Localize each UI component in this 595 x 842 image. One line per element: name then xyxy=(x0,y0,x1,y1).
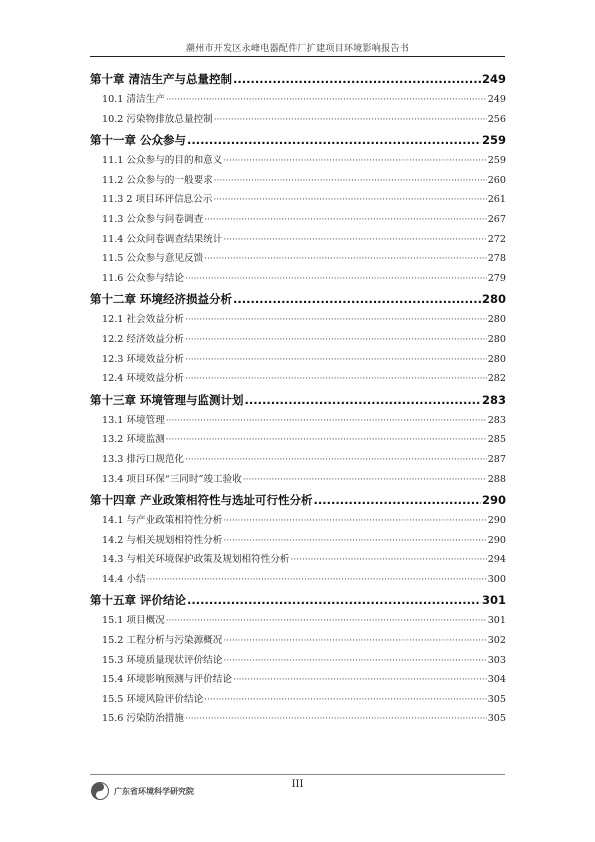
toc-entry-title: 15.4 环境影响预测与评价结论 xyxy=(102,674,232,686)
toc-dot-leader xyxy=(185,331,487,351)
toc-entry-title: 14.2 与相关规划相符性分析 xyxy=(102,534,223,546)
toc-dot-leader xyxy=(185,351,487,371)
toc-entry-page: 301 xyxy=(481,593,506,608)
toc-section-entry[interactable] xyxy=(90,450,506,470)
toc-entry-page: 259 xyxy=(487,155,506,167)
toc-section-entry[interactable] xyxy=(90,330,506,350)
toc-entry-page: 304 xyxy=(487,674,506,686)
toc-entry-page: 290 xyxy=(487,534,506,546)
toc-entry-title: 11.6 公众参与结论 xyxy=(102,272,184,284)
toc-chapter-entry[interactable] xyxy=(90,389,506,411)
toc-entry-title: 10.1 清洁生产 xyxy=(102,94,165,105)
toc-entry-title: 第十三章 环境管理与监测计划 xyxy=(90,392,244,407)
toc-section-entry[interactable] xyxy=(90,310,506,330)
toc-entry-page: 283 xyxy=(481,392,506,407)
toc-entry-title: 10.2 污染物排放总量控制 xyxy=(102,113,213,125)
toc-entry-page: 272 xyxy=(487,233,506,245)
toc-entry-page: 283 xyxy=(487,414,506,426)
toc-chapter-entry[interactable] xyxy=(90,68,506,90)
toc-dot-leader xyxy=(204,211,487,231)
toc-entry-title: 12.3 环境效益分析 xyxy=(102,353,184,365)
toc-dot-leader xyxy=(166,431,487,451)
toc-entry-page: 278 xyxy=(487,253,506,265)
toc-dot-leader xyxy=(166,412,487,432)
toc-section-entry[interactable] xyxy=(90,210,506,230)
toc-entry-page: 280 xyxy=(487,333,506,345)
toc-entry-page: 261 xyxy=(487,194,506,206)
toc-dot-leader xyxy=(223,532,486,552)
toc-dot-leader xyxy=(185,311,487,331)
toc-dot-leader xyxy=(185,451,487,471)
toc-entry-title: 14.1 与产业政策相符性分析 xyxy=(102,515,223,527)
toc-entry-title: 15.2 工程分析与污染源概况 xyxy=(102,635,223,647)
toc-entry-page: 290 xyxy=(481,493,506,508)
toc-dot-leader xyxy=(166,91,487,111)
toc-entry-title: 11.1 公众参与的目的和意义 xyxy=(102,155,223,167)
toc-dot-leader xyxy=(185,710,487,730)
toc-entry-title: 14.3 与相关环境保护政策及规划相符性分析 xyxy=(102,554,290,566)
toc-section-entry[interactable] xyxy=(90,190,506,210)
toc-entry-page: 280 xyxy=(481,292,506,307)
toc-dot-leader xyxy=(291,551,487,571)
toc-dot-leader xyxy=(147,571,487,591)
toc-entry-title: 15.3 环境质量现状评价结论 xyxy=(102,654,223,666)
toc-entry-page: 285 xyxy=(487,434,506,446)
toc-dot-leader xyxy=(187,129,481,151)
toc-entry-page: 290 xyxy=(487,515,506,527)
toc-dot-leader xyxy=(185,370,487,390)
toc-entry-page: 287 xyxy=(487,453,506,465)
toc-chapter-entry[interactable] xyxy=(90,288,506,310)
header-rule xyxy=(90,56,505,57)
toc-section-entry[interactable] xyxy=(90,411,506,431)
toc-dot-leader xyxy=(233,671,487,691)
institute-name: 广东省环境科学研究院 xyxy=(114,786,194,796)
toc-entry-page: 267 xyxy=(487,213,506,225)
toc-entry-title: 13.2 环境监测 xyxy=(102,434,165,446)
toc-entry-title: 12.2 经济效益分析 xyxy=(102,333,184,345)
toc-entry-title: 14.4 小结 xyxy=(102,573,146,585)
toc-entry-title: 11.3 公众参与问卷调查 xyxy=(102,213,204,225)
toc-entry-page: 282 xyxy=(487,373,506,385)
toc-entry-title: 15.5 环境风险评价结论 xyxy=(102,693,204,705)
toc-dot-leader xyxy=(214,111,487,131)
toc-dot-leader xyxy=(223,231,486,251)
running-header: 潮州市开发区永峰电器配件厂扩建项目环境影响报告书 xyxy=(185,44,410,54)
toc-section-entry[interactable] xyxy=(90,651,506,671)
toc-dot-leader xyxy=(223,152,486,172)
toc-dot-leader xyxy=(223,632,486,652)
toc-entry-title: 第十四章 产业政策相符性与选址可行性分析 xyxy=(90,493,313,508)
toc-entry-page: 305 xyxy=(487,693,506,705)
toc-entry-title: 13.3 排污口规范化 xyxy=(102,453,184,465)
toc-section-entry[interactable] xyxy=(90,171,506,191)
page-number: III xyxy=(291,779,304,790)
toc-section-entry[interactable] xyxy=(90,430,506,450)
toc-entry-title: 13.1 环境管理 xyxy=(102,414,165,426)
toc-entry-page: 303 xyxy=(487,654,506,666)
toc-chapter-entry[interactable] xyxy=(90,129,506,151)
toc-section-entry[interactable] xyxy=(90,369,506,389)
toc-section-entry[interactable] xyxy=(90,570,506,590)
toc-entry-title: 第十一章 公众参与 xyxy=(90,133,187,148)
toc-section-entry[interactable] xyxy=(90,470,506,490)
toc-section-entry[interactable] xyxy=(90,631,506,651)
toc-dot-leader xyxy=(233,288,481,310)
toc-section-entry[interactable] xyxy=(90,550,506,570)
toc-dot-leader xyxy=(185,270,487,290)
toc-entry-title: 11.5 公众参与意见反馈 xyxy=(102,253,204,265)
toc-section-entry[interactable] xyxy=(90,269,506,289)
footer-rule xyxy=(90,774,505,775)
toc-entry-title: 15.6 污染防治措施 xyxy=(102,713,184,725)
toc-chapter-entry[interactable] xyxy=(90,489,506,511)
toc-entry-title: 12.4 环境效益分析 xyxy=(102,373,184,385)
toc-entry-page: 288 xyxy=(487,473,506,485)
toc-entry-title: 13.4 项目环保“三同时”竣工验收 xyxy=(102,473,242,485)
toc-section-entry[interactable] xyxy=(90,90,506,110)
toc-section-entry[interactable] xyxy=(90,350,506,370)
toc-entry-title: 第十二章 环境经济损益分析 xyxy=(90,292,233,307)
toc-entry-page: 259 xyxy=(481,133,506,148)
toc-dot-leader xyxy=(214,172,487,192)
toc-section-entry[interactable] xyxy=(90,511,506,531)
toc-dot-leader xyxy=(245,389,481,411)
toc-entry-page: 280 xyxy=(487,314,506,326)
toc-dot-leader xyxy=(314,489,481,511)
table-of-contents xyxy=(90,68,506,729)
toc-section-entry[interactable] xyxy=(90,690,506,710)
toc-dot-leader xyxy=(223,512,486,532)
toc-dot-leader xyxy=(166,612,487,632)
toc-entry-page: 302 xyxy=(487,635,506,647)
toc-entry-title: 15.1 项目概况 xyxy=(102,615,165,627)
toc-dot-leader xyxy=(223,652,486,672)
toc-entry-page: 249 xyxy=(487,94,506,105)
toc-section-entry[interactable] xyxy=(90,249,506,269)
toc-entry-title: 第十五章 评价结论 xyxy=(90,593,187,608)
toc-entry-page: 294 xyxy=(487,554,506,566)
toc-section-entry[interactable] xyxy=(90,151,506,171)
toc-section-entry[interactable] xyxy=(90,110,506,130)
toc-entry-page: 305 xyxy=(487,713,506,725)
toc-entry-title: 12.1 社会效益分析 xyxy=(102,314,184,326)
toc-entry-title: 第十章 清洁生产与总量控制 xyxy=(90,72,233,86)
toc-entry-page: 279 xyxy=(487,272,506,284)
toc-entry-page: 300 xyxy=(487,573,506,585)
toc-section-entry[interactable] xyxy=(90,230,506,250)
toc-section-entry[interactable] xyxy=(90,670,506,690)
toc-entry-title: 11.3 2 项目环评信息公示 xyxy=(102,194,213,206)
toc-dot-leader xyxy=(243,471,487,491)
toc-dot-leader xyxy=(204,250,487,270)
toc-entry-page: 256 xyxy=(487,113,506,125)
toc-dot-leader xyxy=(204,691,487,711)
toc-entry-page: 249 xyxy=(481,72,506,86)
toc-entry-page: 301 xyxy=(487,615,506,627)
toc-dot-leader xyxy=(213,191,486,211)
toc-entry-title: 11.4 公众问卷调查结果统计 xyxy=(102,233,223,245)
toc-entry-title: 11.2 公众参与的一般要求 xyxy=(102,174,213,186)
toc-section-entry[interactable] xyxy=(90,709,506,729)
toc-entry-page: 260 xyxy=(487,174,506,186)
toc-section-entry[interactable] xyxy=(90,611,506,631)
toc-chapter-entry[interactable] xyxy=(90,589,506,611)
toc-section-entry[interactable] xyxy=(90,531,506,551)
toc-entry-page: 280 xyxy=(487,353,506,365)
toc-dot-leader xyxy=(233,68,481,90)
toc-dot-leader xyxy=(187,589,481,611)
